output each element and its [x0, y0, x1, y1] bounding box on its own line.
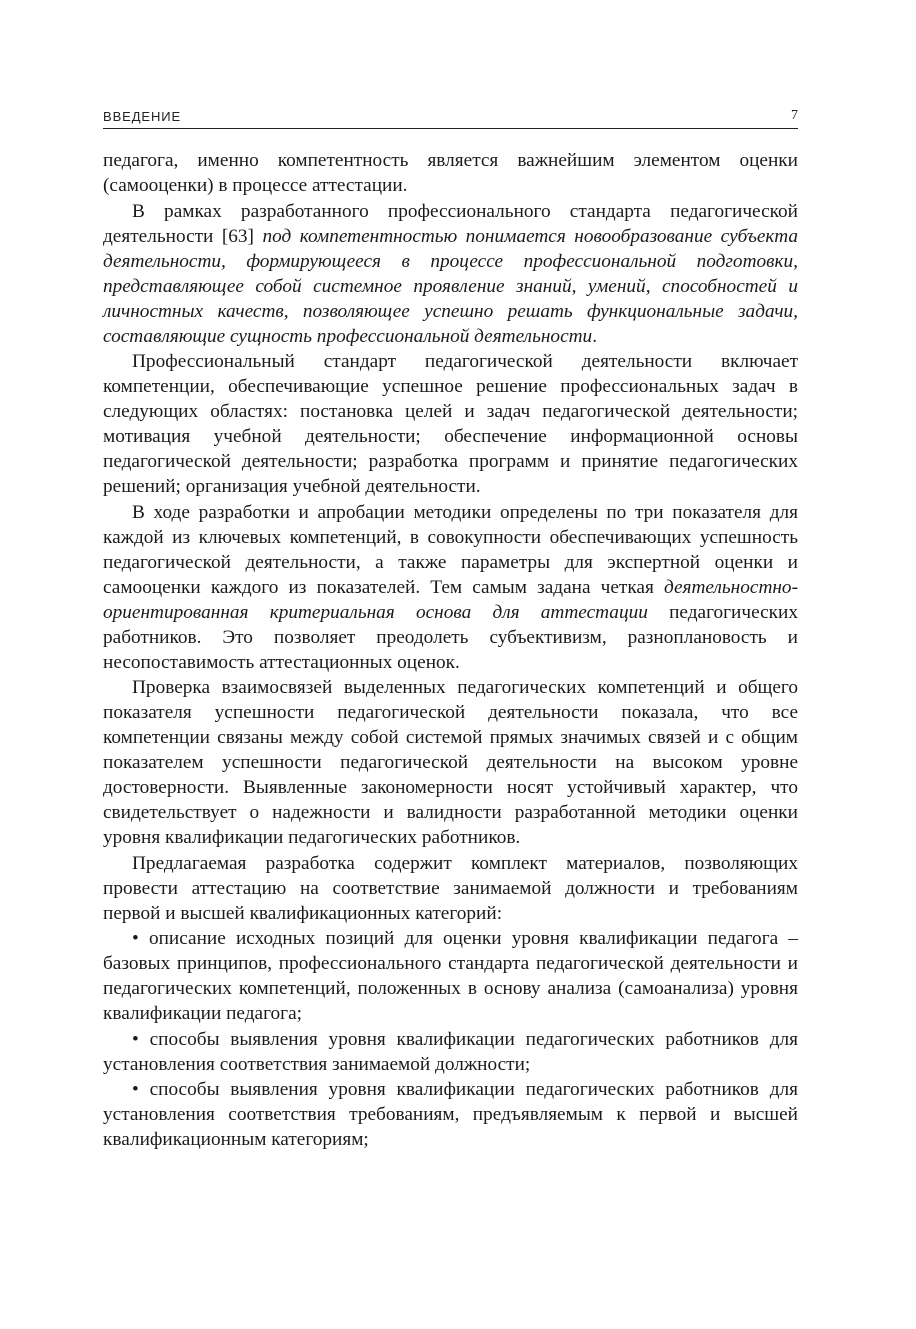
paragraph-text-end: педагогических работников. Это позволяет преодолеть субъективизм, разноплановость и несопоставимость аттестационных оценок.	[103, 601, 798, 673]
running-header	[103, 100, 798, 129]
paragraph-5	[103, 675, 798, 850]
bullet-marker: •	[132, 1028, 139, 1050]
paragraph-text-end: .	[592, 325, 598, 347]
body-text	[103, 148, 798, 1152]
section-title: ВВЕДЕНИЕ	[103, 109, 182, 124]
page-number: 7	[791, 108, 798, 123]
paragraph-text: педагога, именно компетентность является важнейшим элементом оценки (самооценки) в процессе аттестации.	[103, 150, 798, 196]
bullet-item-3	[103, 1077, 798, 1152]
bullet-text: описание исходных позиций для оценки уровня квалификации педагога – базовых принципов, профессионального стандарта педагогической деятельности и педагогических компетенций, положенных в основу анализа (самоанализа) уровня квалификации педагога;	[103, 928, 798, 1024]
bullet-text: способы выявления уровня квалификации педагогических работников для установления соответствия занимаемой должности;	[103, 1028, 799, 1075]
paragraph-text: Профессиональный стандарт педагогической деятельности включает компетенции, обеспечивающие успешное решение профессиональных задач в следующих областях: постановка целей и задач педагогической деятельности; мотивация учебной деятельности; обеспечение информационной основы педагогической деятельности; разработка программ и принятие педагогических решений; организация учебной деятельности.	[103, 351, 798, 497]
paragraph-text: Предлагаемая разработка содержит комплект материалов, позволяющих провести аттестацию на соответствие занимаемой должности и требованиям первой и высшей квалификационных категорий:	[103, 852, 798, 924]
bullet-text: способы выявления уровня квалификации педагогических работников для установления соответствия требованиям, предъявляемым к первой и высшей квалификационным категориям;	[103, 1079, 799, 1150]
bullet-marker: •	[132, 928, 139, 949]
bullet-marker: •	[132, 1079, 139, 1100]
paragraph-3	[103, 349, 798, 499]
paragraph-4	[103, 500, 798, 675]
paragraph-2	[103, 199, 798, 349]
paragraph-text: В ходе разработки и апробации методики определены по три показателя для каждой из ключевых компетенций, в совокупности обеспечивающих успешность педагогической деятельности, а также параметры для экспертной оценки и самооценки каждого из показателей. Тем самым задана четкая	[103, 501, 798, 598]
competence-definition: под компетентностью понимается новообразование субъекта деятельности, формирующееся в процессе профессиональной подготовки, представляющее собой системное проявление знаний, умений, способностей и личностных качеств, позволяющее успешно решать функциональные задачи, составляющие сущность профессиональной деятельности	[103, 225, 798, 347]
bullet-item-1	[103, 926, 798, 1026]
page	[103, 100, 798, 1152]
paragraph-6	[103, 851, 798, 926]
paragraph-text: В рамках разработанного профессионального стандарта педагогической деятельности [63]	[103, 200, 798, 247]
paragraph-text: Проверка взаимосвязей выделенных педагогических компетенций и общего показателя успешности педагогической деятельности показала, что все компетенции связаны между собой системой прямых значимых связей и с общим показателем успешности педагогической деятельности на высоком уровне достоверности. Выявленные закономерности носят устойчивый характер, что свидетельствует о надежности и валидности разработанной методики оценки уровня квалификации педагогических работников.	[103, 677, 798, 848]
paragraph-1	[103, 148, 798, 198]
emphasis-criteria-basis: деятельностно-ориентированная критериальная основа для аттестации	[103, 576, 798, 623]
bullet-item-2	[103, 1027, 798, 1077]
